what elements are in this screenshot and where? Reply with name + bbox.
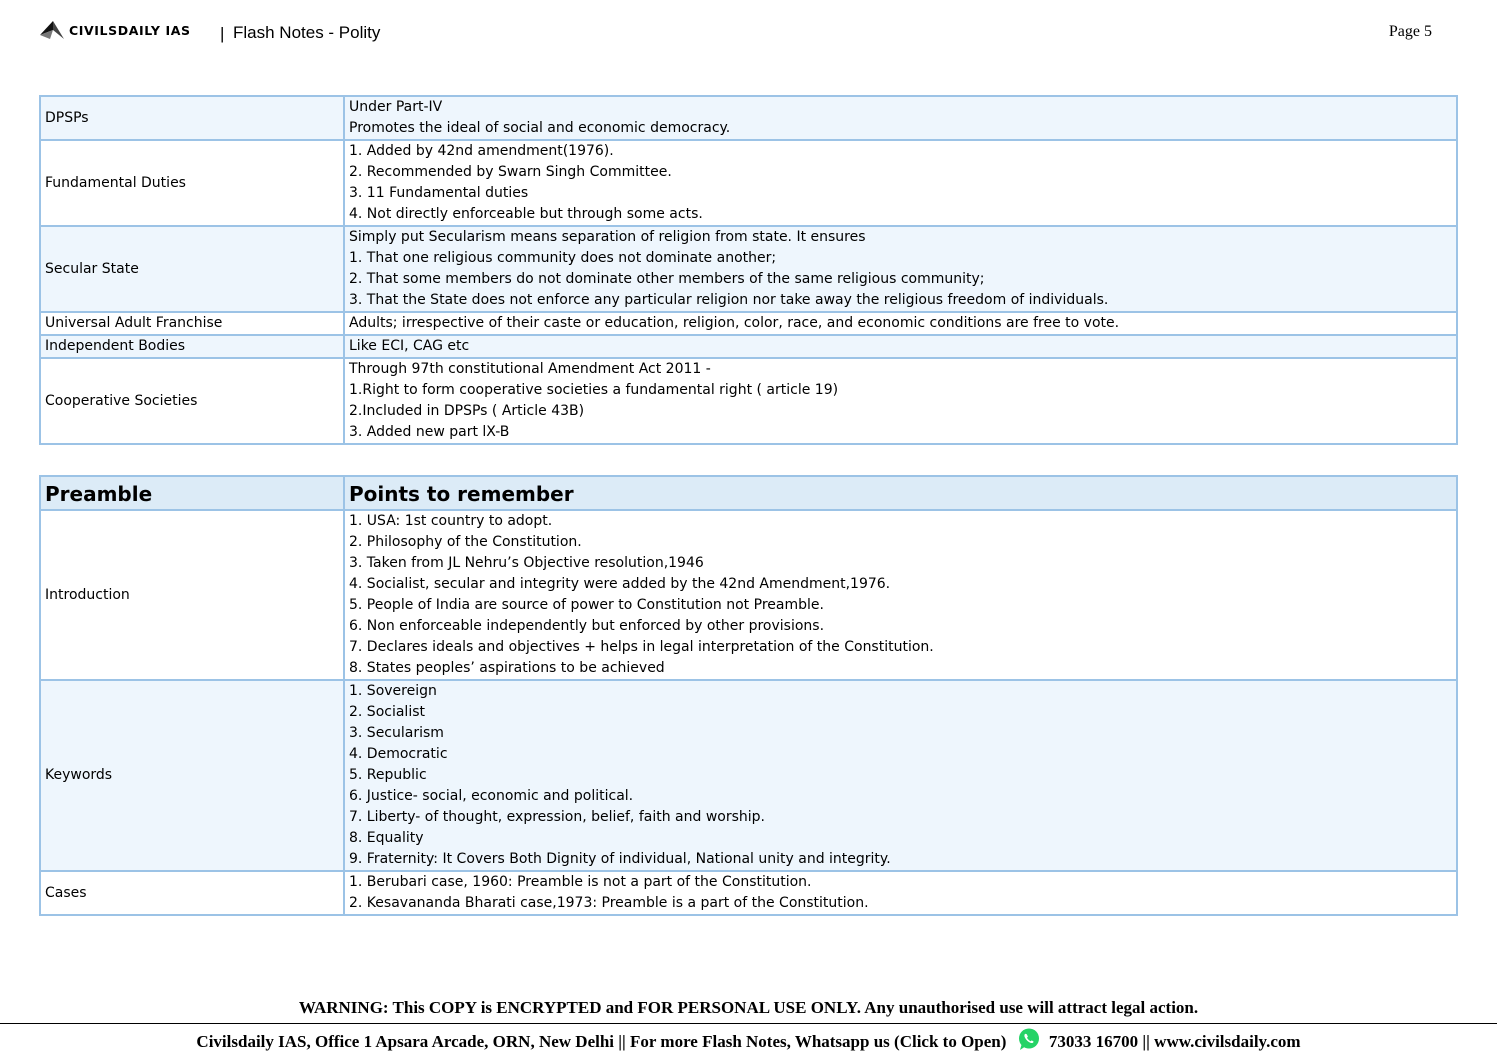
- footer-divider: [0, 1023, 1497, 1024]
- table-row: [40, 312, 1457, 335]
- footer-separator: ||: [618, 1031, 626, 1051]
- content-line: 8. States peoples’ aspirations to be achieved: [349, 660, 665, 676]
- content-line: Adults; irrespective of their caste or education, religion, color, race, and economic conditions are free to vote.: [349, 315, 1120, 331]
- content-line: 3. That the State does not enforce any particular religion nor take away the religious freedom of individuals.: [349, 292, 1109, 308]
- table-row: [40, 226, 1457, 312]
- page-number: Page 5: [1388, 23, 1432, 40]
- row-label: Cooperative Societies: [40, 358, 344, 444]
- table-row: [40, 358, 1457, 444]
- preamble-table: [39, 475, 1458, 916]
- whatsapp-link[interactable]: For more Flash Notes, Whatsapp us (Click to Open): [630, 1031, 1007, 1051]
- content-line: 1. Sovereign: [349, 683, 437, 699]
- table-row: [40, 871, 1457, 915]
- content-line: Promotes the ideal of social and economic democracy.: [349, 120, 731, 136]
- table-row: [40, 140, 1457, 226]
- row-content: [344, 358, 1457, 444]
- row-content: [344, 226, 1457, 312]
- content-line: 4. Not directly enforceable but through some acts.: [349, 206, 703, 222]
- content-line: 1. That one religious community does not dominate another;: [349, 250, 777, 266]
- content-line: 8. Equality: [349, 830, 424, 846]
- logo-text: CIVILSDAILY IAS: [69, 22, 191, 38]
- table-row: [40, 335, 1457, 358]
- content-line: 3. Taken from JL Nehru’s Objective resolution,1946: [349, 555, 704, 571]
- row-label: Secular State: [40, 226, 344, 312]
- content-line: 9. Fraternity: It Covers Both Dignity of individual, National unity and integrity.: [349, 851, 891, 867]
- content-line: Like ECI, CAG etc: [349, 338, 470, 354]
- row-content: [344, 335, 1457, 358]
- row-content: [344, 312, 1457, 335]
- table-row: [40, 680, 1457, 871]
- content-line: Through 97th constitutional Amendment Act 2011 -: [349, 361, 711, 377]
- whatsapp-phone[interactable]: 73033 16700: [1048, 1031, 1139, 1051]
- brand-logo[interactable]: [40, 20, 191, 40]
- whatsapp-icon[interactable]: [1017, 1027, 1041, 1059]
- table-row: [40, 96, 1457, 140]
- row-content: [344, 140, 1457, 226]
- content-line: 1.Right to form cooperative societies a fundamental right ( article 19): [349, 382, 839, 398]
- row-label: Universal Adult Franchise: [40, 312, 344, 335]
- row-content: [344, 680, 1457, 871]
- content-line: 4. Democratic: [349, 746, 448, 762]
- content-line: 1. USA: 1st country to adopt.: [349, 513, 553, 529]
- website-link[interactable]: www.civilsdaily.com: [1154, 1031, 1301, 1051]
- row-content: [344, 510, 1457, 680]
- content-line: 3. 11 Fundamental duties: [349, 185, 529, 201]
- header-separator: |: [220, 24, 225, 43]
- row-content: [344, 871, 1457, 915]
- content-line: 2.Included in DPSPs ( Article 43B): [349, 403, 585, 419]
- row-label: Keywords: [40, 680, 344, 871]
- row-content: [344, 96, 1457, 140]
- content-line: 4. Socialist, secular and integrity were added by the 42nd Amendment,1976.: [349, 576, 891, 592]
- content-line: 2. Recommended by Swarn Singh Committee.: [349, 164, 672, 180]
- content-line: 7. Declares ideals and objectives + helps in legal interpretation of the Constitution.: [349, 639, 934, 655]
- page-footer: [0, 1027, 1497, 1059]
- content-line: 1. Berubari case, 1960: Preamble is not a part of the Constitution.: [349, 874, 812, 890]
- column-header-preamble: Preamble: [40, 476, 344, 510]
- content-line: Under Part-IV: [349, 99, 443, 115]
- content-line: 3. Secularism: [349, 725, 444, 741]
- document-title: Flash Notes - Polity: [233, 23, 381, 42]
- row-label: DPSPs: [40, 96, 344, 140]
- content-line: 7. Liberty- of thought, expression, belief, faith and worship.: [349, 809, 765, 825]
- content-line: 5. Republic: [349, 767, 427, 783]
- content-line: 3. Added new part lX-B: [349, 424, 510, 440]
- content-line: Simply put Secularism means separation of religion from state. It ensures: [349, 229, 866, 245]
- column-header-points: Points to remember: [344, 476, 1457, 510]
- content-line: 6. Non enforceable independently but enforced by other provisions.: [349, 618, 825, 634]
- page-header: [40, 18, 1440, 48]
- content-line: 2. Socialist: [349, 704, 425, 720]
- civilsdaily-logo-icon: [40, 20, 64, 40]
- row-label: Fundamental Duties: [40, 140, 344, 226]
- footer-address: Civilsdaily IAS, Office 1 Apsara Arcade, ORN, New Delhi: [196, 1031, 615, 1051]
- warning-notice: WARNING: This COPY is ENCRYPTED and FOR PERSONAL USE ONLY. Any unauthorised use will attract legal action.: [298, 998, 1199, 1017]
- features-table: [39, 95, 1458, 445]
- row-label: Introduction: [40, 510, 344, 680]
- content-line: 6. Justice- social, economic and political.: [349, 788, 634, 804]
- content-line: 5. People of India are source of power to Constitution not Preamble.: [349, 597, 824, 613]
- table-header-row: [40, 476, 1457, 510]
- content-line: 2. Philosophy of the Constitution.: [349, 534, 582, 550]
- table-row: [40, 510, 1457, 680]
- content-line: 1. Added by 42nd amendment(1976).: [349, 143, 614, 159]
- row-label: Cases: [40, 871, 344, 915]
- content-line: 2. That some members do not dominate other members of the same religious community;: [349, 271, 985, 287]
- content-line: 2. Kesavananda Bharati case,1973: Preamble is a part of the Constitution.: [349, 895, 869, 911]
- footer-separator: ||: [1142, 1031, 1150, 1051]
- row-label: Independent Bodies: [40, 335, 344, 358]
